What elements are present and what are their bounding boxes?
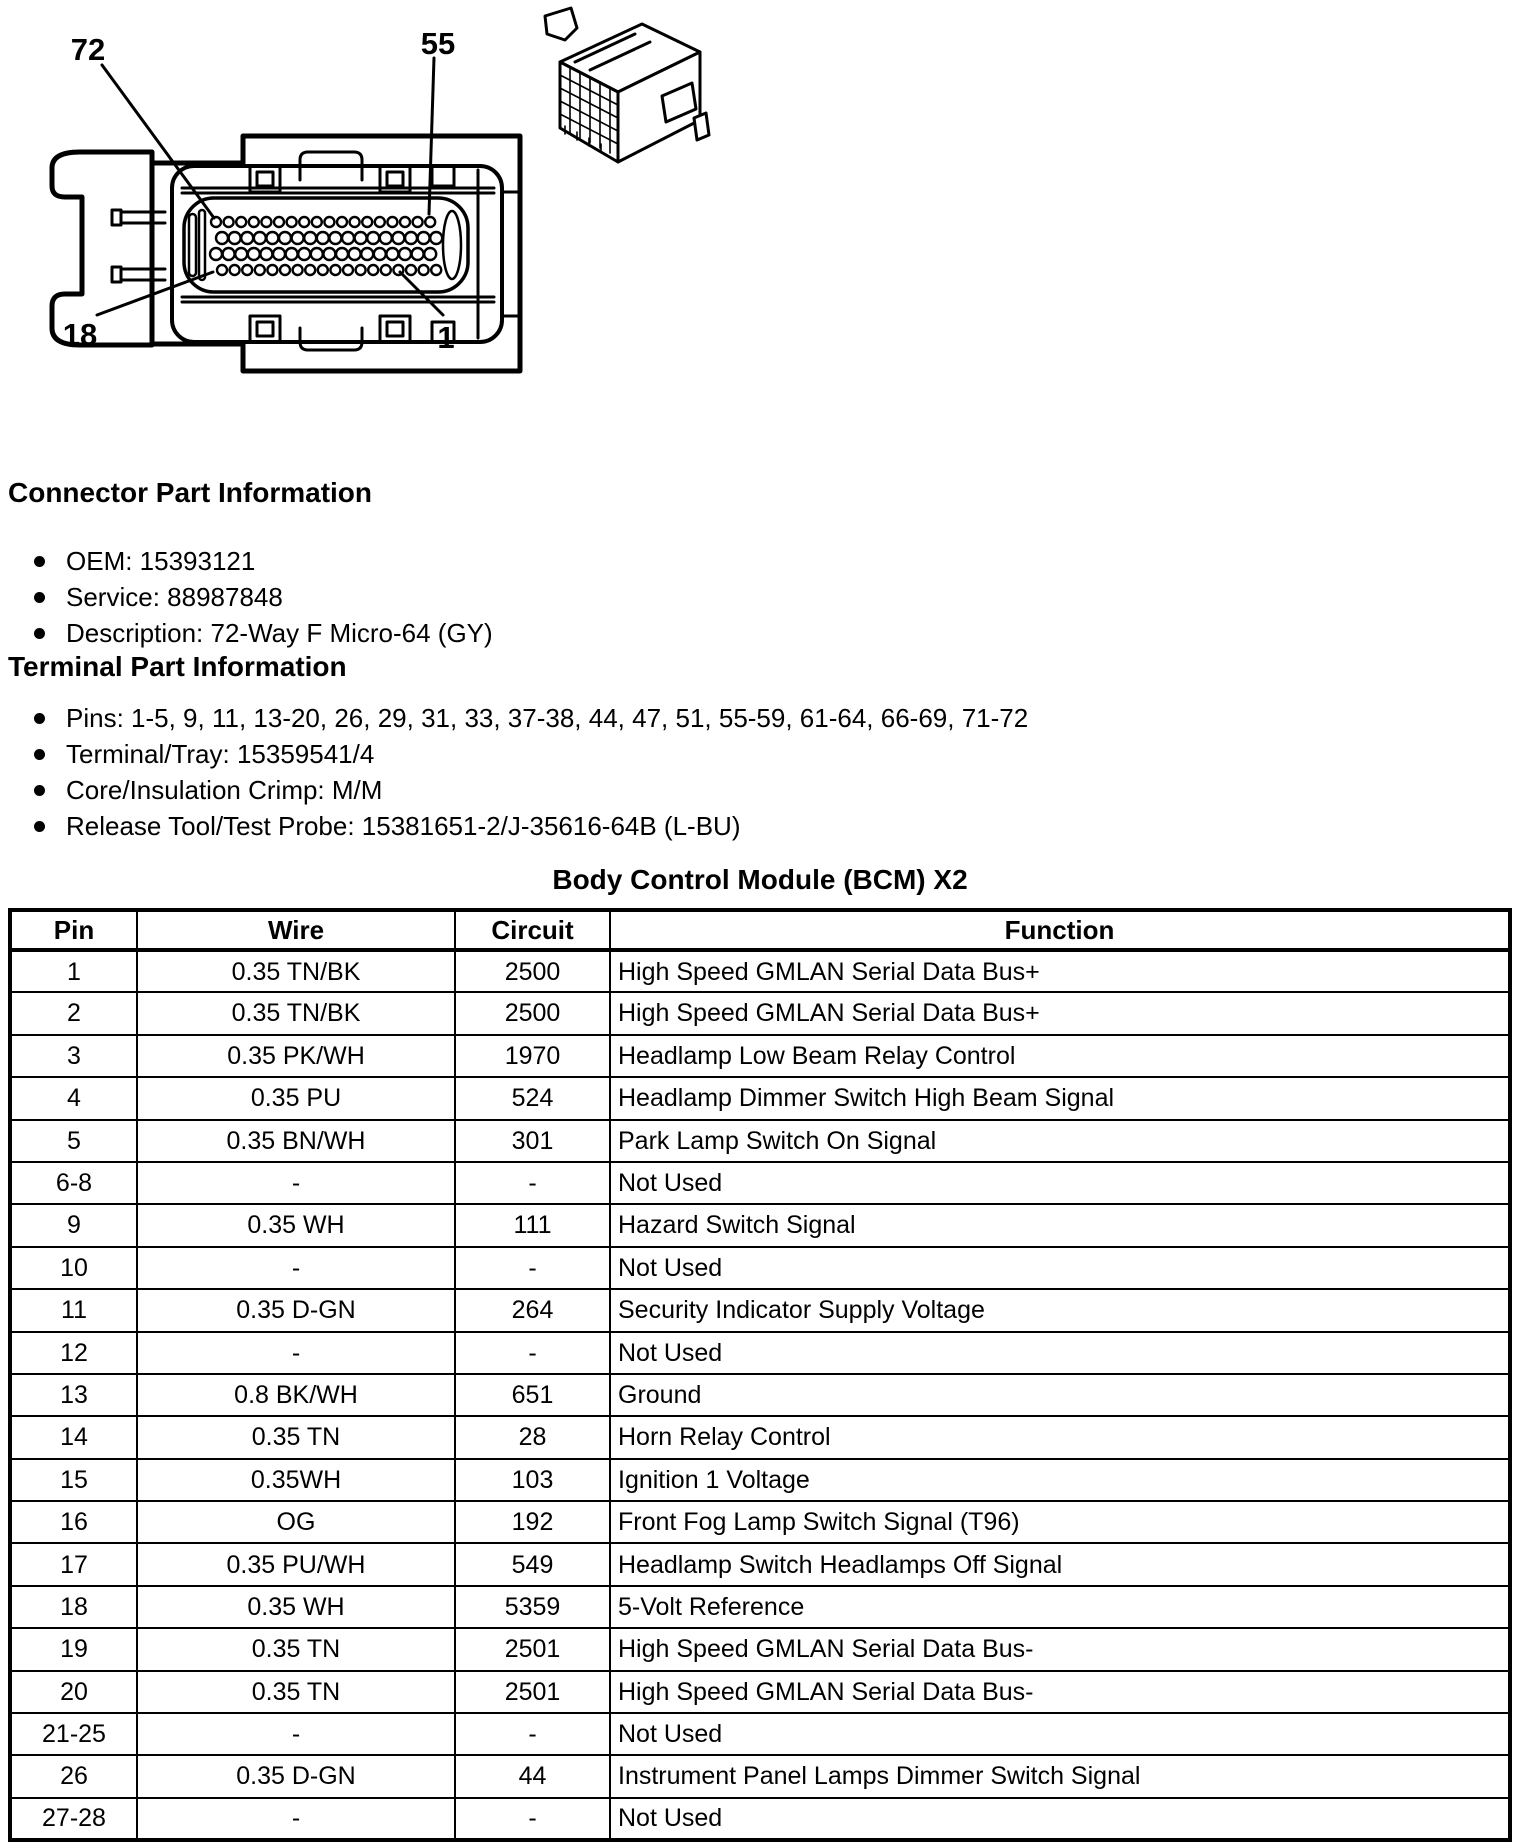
pin-cell: 16 <box>10 1501 137 1543</box>
table-row <box>10 1501 1510 1543</box>
pin-cell: 17 <box>10 1543 137 1585</box>
function-cell: High Speed GMLAN Serial Data Bus- <box>610 1628 1510 1670</box>
circuit-cell: 301 <box>455 1120 610 1162</box>
function-cell: Security Indicator Supply Voltage <box>610 1289 1510 1331</box>
pin-cell: 18 <box>10 1586 137 1628</box>
pin-cell: 1 <box>10 950 137 992</box>
pin-cell: 10 <box>10 1247 137 1289</box>
pin-cell: 6-8 <box>10 1162 137 1204</box>
wire-cell: 0.35 TN <box>137 1416 455 1458</box>
wire-cell: 0.35 PK/WH <box>137 1035 455 1077</box>
pin-cell: 19 <box>10 1628 137 1670</box>
leader-line-pin-72 <box>102 65 214 218</box>
terminal-part-information-heading: Terminal Part Information <box>8 651 347 682</box>
bullet-text: Release Tool/Test Probe: 15381651-2/J-35616-64B (L-BU) <box>66 810 741 841</box>
bullet-dot-icon <box>34 713 45 724</box>
bcm-x2-pinout-table <box>8 908 1512 1842</box>
function-cell: Front Fog Lamp Switch Signal (T96) <box>610 1501 1510 1543</box>
function-cell: Headlamp Low Beam Relay Control <box>610 1035 1510 1077</box>
function-cell: Park Lamp Switch On Signal <box>610 1120 1510 1162</box>
bullet-text: Description: 72-Way F Micro-64 (GY) <box>66 617 493 648</box>
circuit-cell: 1970 <box>455 1035 610 1077</box>
wire-cell: 0.35 TN <box>137 1671 455 1713</box>
circuit-cell: 2500 <box>455 992 610 1034</box>
wire-cell: 0.8 BK/WH <box>137 1374 455 1416</box>
table-row <box>10 1416 1510 1458</box>
wire-cell: 0.35 D-GN <box>137 1289 455 1331</box>
circuit-cell: 264 <box>455 1289 610 1331</box>
connector-3d-view <box>545 8 709 162</box>
connector-part-information-list <box>0 543 1520 651</box>
function-cell: Ground <box>610 1374 1510 1416</box>
table-row <box>10 992 1510 1034</box>
bullet-item <box>0 808 1520 844</box>
pin-cell: 11 <box>10 1289 137 1331</box>
bullet-item <box>0 772 1520 808</box>
bullet-dot-icon <box>34 628 45 639</box>
bullet-text: OEM: 15393121 <box>66 545 256 576</box>
table-row <box>10 1289 1510 1331</box>
circuit-cell: 524 <box>455 1077 610 1119</box>
connector-pinout-diagram <box>0 0 720 400</box>
pin-cell: 20 <box>10 1671 137 1713</box>
circuit-cell: - <box>455 1247 610 1289</box>
pin-callout-72: 72 <box>70 32 106 67</box>
pin-cell: 26 <box>10 1755 137 1797</box>
function-cell: Horn Relay Control <box>610 1416 1510 1458</box>
wire-cell: - <box>137 1713 455 1755</box>
wire-cell: 0.35 BN/WH <box>137 1120 455 1162</box>
pin-callout-18: 18 <box>62 317 98 352</box>
table-row <box>10 1332 1510 1374</box>
bullet-dot-icon <box>34 821 45 832</box>
wire-cell: 0.35 WH <box>137 1586 455 1628</box>
bullet-dot-icon <box>34 556 45 567</box>
wire-cell: 0.35WH <box>137 1459 455 1501</box>
function-cell: Not Used <box>610 1713 1510 1755</box>
circuit-cell: 192 <box>455 1501 610 1543</box>
pin-cell: 15 <box>10 1459 137 1501</box>
circuit-cell: 111 <box>455 1204 610 1246</box>
terminal-part-information-list <box>0 700 1520 844</box>
wire-cell: 0.35 PU/WH <box>137 1543 455 1585</box>
connector-part-information-heading: Connector Part Information <box>8 477 373 508</box>
bullet-item <box>0 736 1520 772</box>
table-row <box>10 1586 1510 1628</box>
function-cell: High Speed GMLAN Serial Data Bus+ <box>610 992 1510 1034</box>
circuit-cell: - <box>455 1162 610 1204</box>
wire-cell: 0.35 TN <box>137 1628 455 1670</box>
pin-cell: 13 <box>10 1374 137 1416</box>
function-cell: Not Used <box>610 1332 1510 1374</box>
wire-cell: 0.35 TN/BK <box>137 950 455 992</box>
circuit-cell: - <box>455 1713 610 1755</box>
bullet-text: Terminal/Tray: 15359541/4 <box>66 738 375 769</box>
bullet-item <box>0 700 1520 736</box>
table-row <box>10 1077 1510 1119</box>
circuit-cell: 5359 <box>455 1586 610 1628</box>
table-row <box>10 1204 1510 1246</box>
bullet-text: Service: 88987848 <box>66 581 283 612</box>
circuit-cell: 549 <box>455 1543 610 1585</box>
function-cell: 5-Volt Reference <box>610 1586 1510 1628</box>
table-row <box>10 1671 1510 1713</box>
table-header-row <box>10 910 1510 950</box>
bullet-item <box>0 543 1520 579</box>
function-cell: High Speed GMLAN Serial Data Bus- <box>610 1671 1510 1713</box>
table-row <box>10 1120 1510 1162</box>
table-row <box>10 1162 1510 1204</box>
column-header-pin: Pin <box>10 910 137 950</box>
pin-cell: 5 <box>10 1120 137 1162</box>
function-cell: Ignition 1 Voltage <box>610 1459 1510 1501</box>
table-row <box>10 1628 1510 1670</box>
circuit-cell: 651 <box>455 1374 610 1416</box>
wire-cell: - <box>137 1332 455 1374</box>
function-cell: Not Used <box>610 1162 1510 1204</box>
function-cell: Headlamp Switch Headlamps Off Signal <box>610 1543 1510 1585</box>
function-cell: Headlamp Dimmer Switch High Beam Signal <box>610 1077 1510 1119</box>
circuit-cell: 44 <box>455 1755 610 1797</box>
pin-cell: 12 <box>10 1332 137 1374</box>
wire-cell: 0.35 WH <box>137 1204 455 1246</box>
table-row <box>10 1035 1510 1077</box>
column-header-function: Function <box>610 910 1510 950</box>
function-cell: Instrument Panel Lamps Dimmer Switch Signal <box>610 1755 1510 1797</box>
bullet-dot-icon <box>34 749 45 760</box>
wire-cell: - <box>137 1162 455 1204</box>
wire-cell: - <box>137 1798 455 1840</box>
circuit-cell: 28 <box>455 1416 610 1458</box>
wire-cell: - <box>137 1247 455 1289</box>
pin-field <box>210 217 442 275</box>
circuit-cell: 2500 <box>455 950 610 992</box>
pin-cell: 2 <box>10 992 137 1034</box>
column-header-wire: Wire <box>137 910 455 950</box>
pin-callout-1: 1 <box>437 320 455 355</box>
function-cell: Not Used <box>610 1247 1510 1289</box>
function-cell: Not Used <box>610 1798 1510 1840</box>
pin-callout-55: 55 <box>420 26 456 61</box>
wire-cell: 0.35 D-GN <box>137 1755 455 1797</box>
wire-cell: 0.35 TN/BK <box>137 992 455 1034</box>
table-title: Body Control Module (BCM) X2 <box>552 864 968 895</box>
table-body <box>10 950 1510 1840</box>
bullet-item <box>0 579 1520 615</box>
circuit-cell: 103 <box>455 1459 610 1501</box>
table-row <box>10 950 1510 992</box>
wire-cell: OG <box>137 1501 455 1543</box>
function-cell: High Speed GMLAN Serial Data Bus+ <box>610 950 1510 992</box>
circuit-cell: - <box>455 1798 610 1840</box>
pin-cell: 14 <box>10 1416 137 1458</box>
table-row <box>10 1755 1510 1797</box>
pin-cell: 27-28 <box>10 1798 137 1840</box>
table-row <box>10 1798 1510 1840</box>
wire-cell: 0.35 PU <box>137 1077 455 1119</box>
table-row <box>10 1247 1510 1289</box>
bullet-item <box>0 615 1520 651</box>
leader-line-pin-18 <box>97 272 213 315</box>
bullet-text: Core/Insulation Crimp: M/M <box>66 774 383 805</box>
table-row <box>10 1543 1510 1585</box>
function-cell: Hazard Switch Signal <box>610 1204 1510 1246</box>
pin-cell: 3 <box>10 1035 137 1077</box>
pin-cell: 4 <box>10 1077 137 1119</box>
column-header-circuit: Circuit <box>455 910 610 950</box>
bullet-text: Pins: 1-5, 9, 11, 13-20, 26, 29, 31, 33, 37-38, 44, 47, 51, 55-59, 61-64, 66-69, 71-72 <box>66 702 1029 733</box>
bullet-dot-icon <box>34 592 45 603</box>
circuit-cell: 2501 <box>455 1671 610 1713</box>
circuit-cell: - <box>455 1332 610 1374</box>
circuit-cell: 2501 <box>455 1628 610 1670</box>
pin-cell: 21-25 <box>10 1713 137 1755</box>
table-row <box>10 1713 1510 1755</box>
bullet-dot-icon <box>34 785 45 796</box>
table-row <box>10 1459 1510 1501</box>
table-row <box>10 1374 1510 1416</box>
pin-cell: 9 <box>10 1204 137 1246</box>
